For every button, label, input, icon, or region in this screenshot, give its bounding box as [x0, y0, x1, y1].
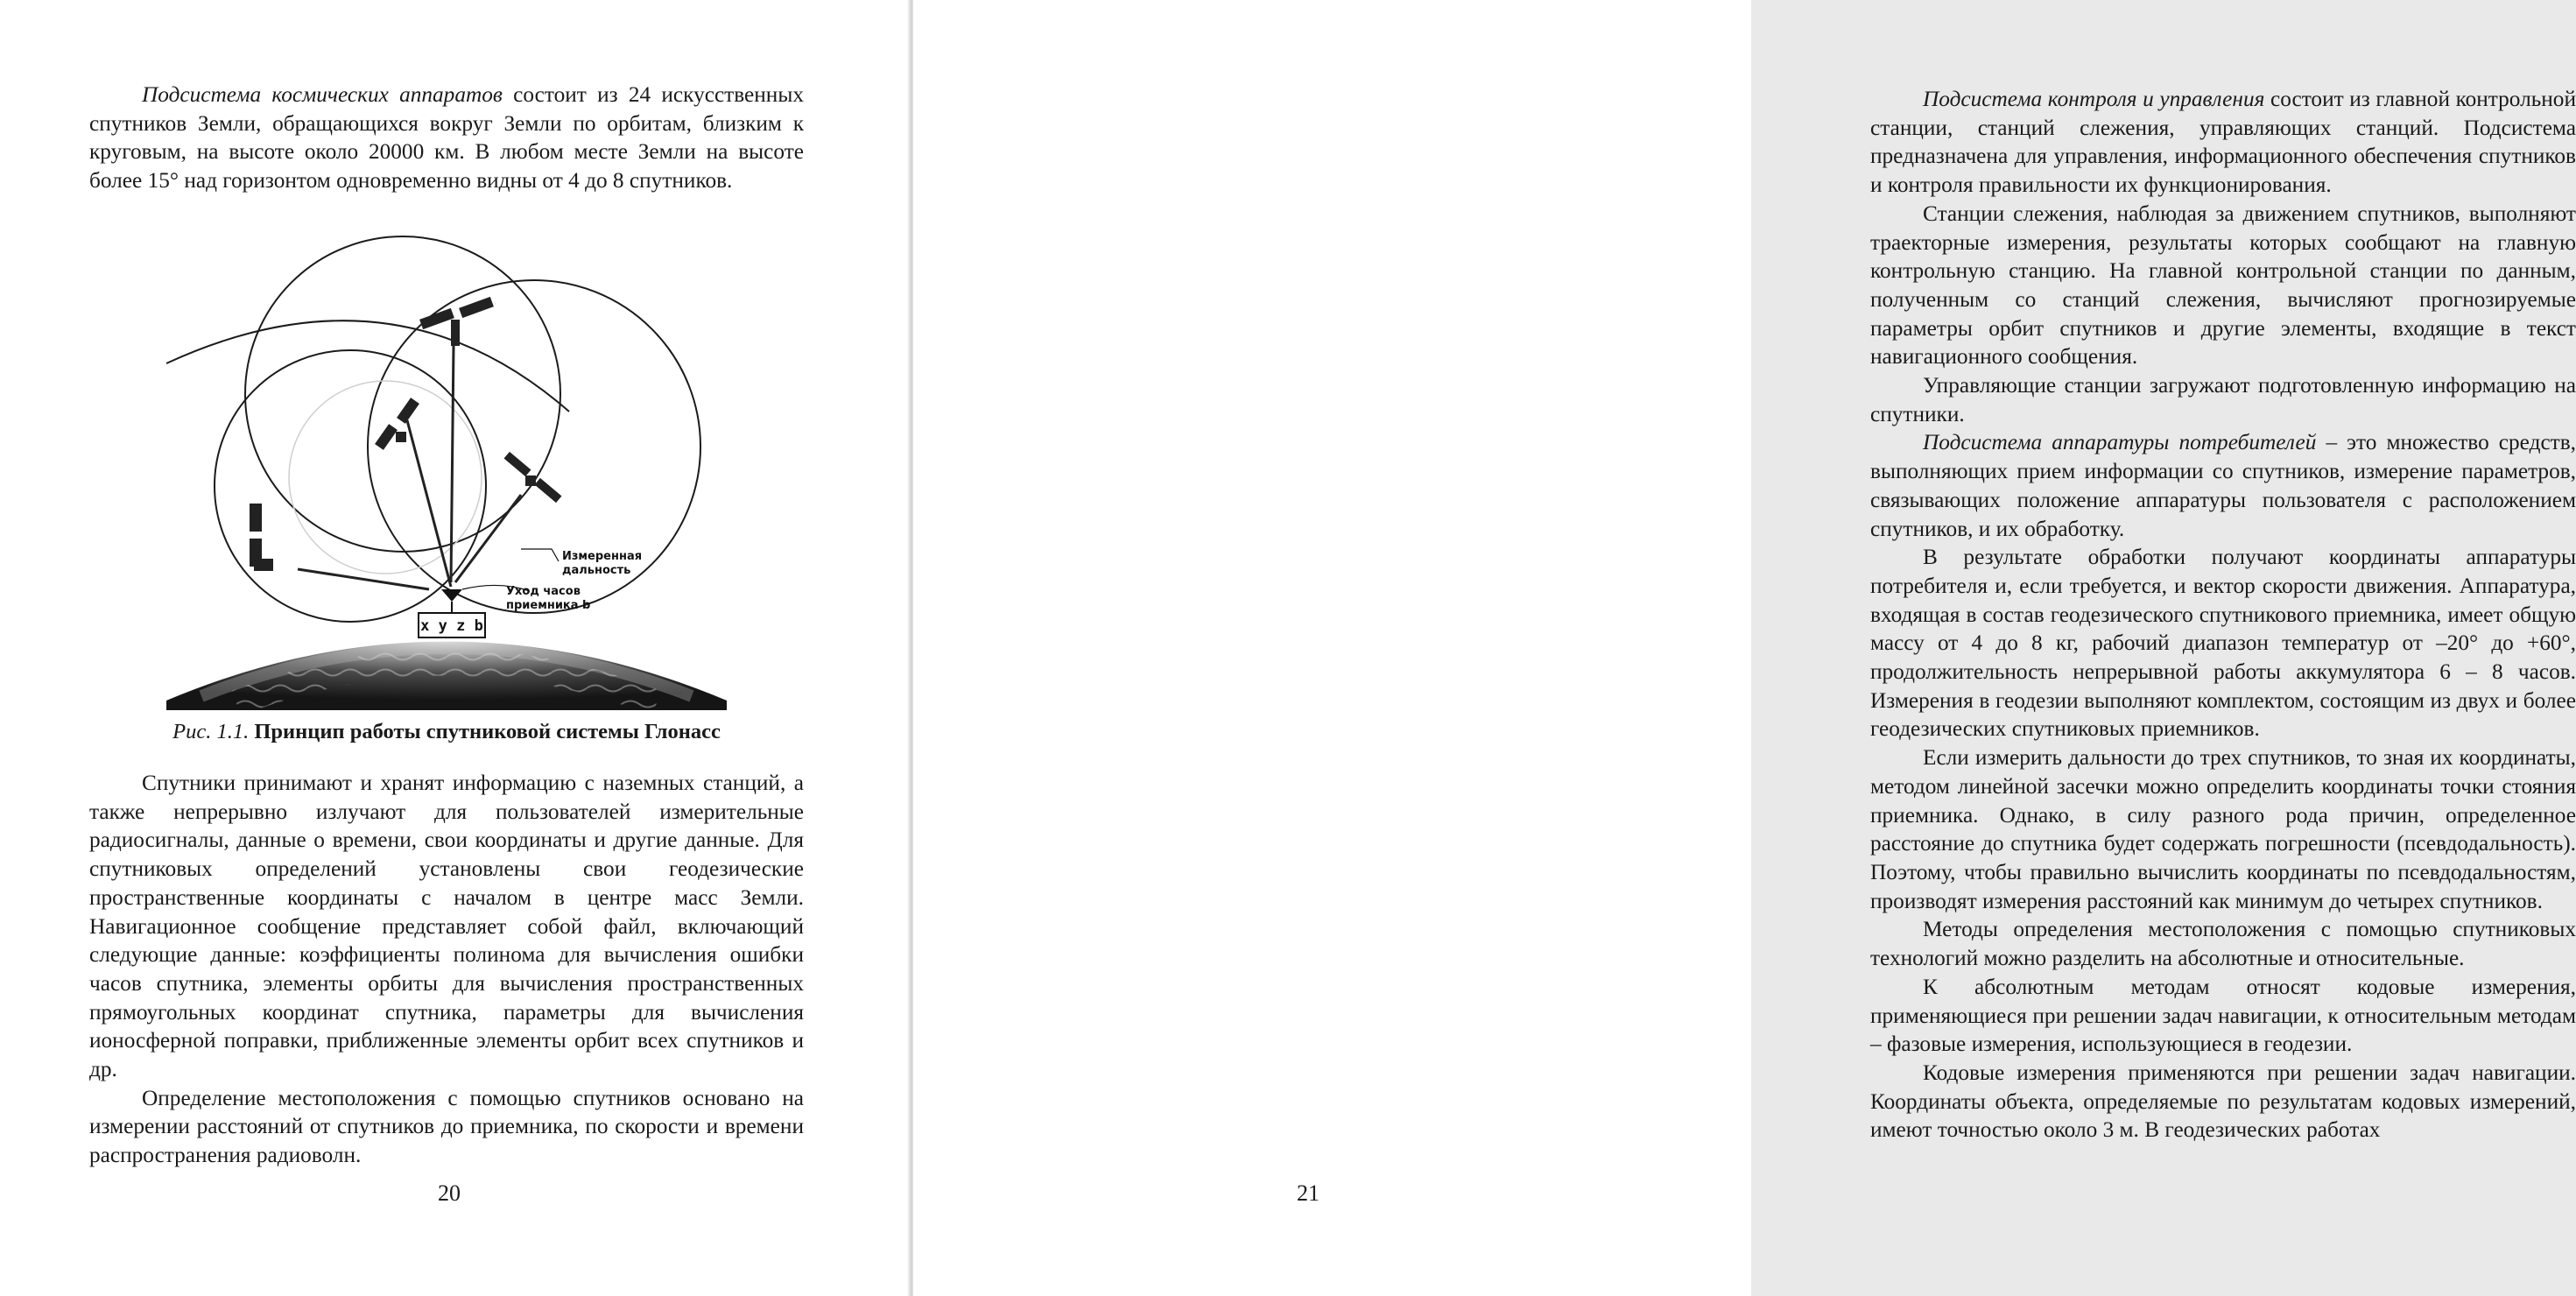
- clock-drift-label-line1: Уход часов: [506, 585, 581, 598]
- paragraph-absolute-methods: К абсолютным методам относят кодовые измерения, применяющиеся при решении задач навигации, к относительным методам – фазовые измерения, использующиеся в геодезии.: [1870, 974, 2576, 1057]
- left-page-body: [89, 769, 804, 1170]
- paragraph-tracking-stations: Станции слежения, наблюдая за движением спутников, выполняют траекторные измерения, результаты которых сообщают на главную контрольную станцию. На главной контрольной станции по данным, полученным со станций слежения, вычисляют прогнозируемые параметры орбит спутников и другие элементы, входящие в текст навигационного сообщения.: [1870, 201, 2576, 370]
- paragraph-user-subsystem: [1870, 428, 2576, 543]
- paragraph-text: – это множество средств, выполняющих прием информации со спутников, измерение параметров, связывающих положение аппаратуры пользователя с расположением спутников, и их обработку.: [1870, 430, 2576, 541]
- receiver-antenna: [441, 589, 462, 613]
- glonass-diagram-svg: [166, 223, 727, 710]
- italic-term: Подсистема контроля и управления: [1923, 87, 2265, 111]
- paragraph-space-subsystem: [89, 81, 804, 195]
- paragraph-methods: Методы определения местоположения с помощью спутниковых технологий можно разделить на абсолютные и относительные.: [1870, 917, 2576, 971]
- paragraph-text: состоит из главной контрольной станции, станций слежения, управляющих станций. Подсистема предназначена для управления, информационного обеспечения спутников и контроля правильности их функционирования.: [1870, 87, 2576, 198]
- range-lines: [298, 346, 521, 589]
- italic-term: Подсистема аппаратуры потребителей: [1923, 430, 2317, 455]
- figure-caption-number: Рис. 1.1.: [172, 720, 250, 743]
- paragraph-three-satellites: Если измерить дальности до трех спутников, то зная их координаты, методом линейной засечки можно определить координаты точки стояния приемника. Однако, в силу разного рода причин, определенное расстояние до спутника будет содержать погрешности (псевдодальность). Поэтому, чтобы правильно вычислить координаты по псевдодальностям, производят измерения расстояний как минимум до четырех спутников.: [1870, 745, 2576, 913]
- italic-term: Подсистема космических аппаратов: [142, 82, 503, 107]
- satellite-icon: [504, 452, 562, 503]
- receiver-box-label: x y z b: [420, 617, 483, 635]
- clock-drift-label-line2: приемника b: [506, 599, 591, 612]
- measured-range-label-line2: дальность: [562, 564, 631, 577]
- earth-image: [166, 642, 727, 711]
- satellite-icon: [419, 297, 494, 346]
- page-number-left: 20: [438, 1180, 461, 1206]
- receiver-box: [419, 613, 485, 637]
- figure-caption-title: Принцип работы спутниковой системы Глонасс: [254, 720, 721, 743]
- measured-range-label-line1: Измеренная: [562, 550, 643, 563]
- left-page: [0, 0, 909, 1296]
- page-number-right: 21: [1297, 1180, 1320, 1206]
- paragraph-positioning: Определение местоположения с помощью спутников основано на измерении расстояний от спутников до приемника, по скорости и времени распространения радиоволн.: [89, 1085, 804, 1168]
- left-page-intro: [89, 81, 804, 195]
- figure-glonass-diagram: [166, 223, 727, 710]
- satellite-icon: [250, 504, 273, 571]
- paragraph-code-measurements: Кодовые измерения применяются при решении задач навигации. Координаты объекта, определяемые по результатам кодовых измерений, имеют точностью около 3 м. В геодезических работах: [1870, 1060, 2576, 1143]
- paragraph-processing-results: В результате обработки получают координаты аппаратуры потребителя и, если требуется, и вектор скорости движения. Аппаратура, входящая в состав геодезического спутникового приемника, имеет общую массу от 4 до 8 кг, рабочий диапазон температур от –20° до +60°, продолжительность непрерывной работы аккумулятора 6 – 8 часов. Измерения в геодезии выполняют комплектом, состоящим из двух и более геодезических спутниковых приемников.: [1870, 545, 2576, 742]
- figure-caption: [89, 718, 804, 746]
- paragraph-control-stations: Управляющие станции загружают подготовленную информацию на спутники.: [1870, 373, 2576, 426]
- paragraph-satellites-info: Спутники принимают и хранят информацию с наземных станций, а также непрерывно излучают для пользователей измерительные радиосигналы, данные о времени, свои координаты и другие данные. Для спутниковых определений установлены свои геодезические пространственные координаты с началом в центре масс Земли. Навигационное сообщение представляет собой файл, включающий следующие данные: коэффициенты полинома для вычисления ошибки часов спутника, элементы орбиты для вычисления пространственных прямоугольных координат спутника, параметры для вычисления ионосферной поправки, приближенные элементы орбит всех спутников и др.: [89, 771, 804, 1082]
- paragraph-control-subsystem: [1870, 85, 2576, 200]
- paragraph-text: состоит из 24 искусственных спутников Земли, обращающихся вокруг Земли по орбитам, близким к круговым, на высоте около 20000 км. В любом месте Земли на высоте более 15° над горизонтом одновременно видны от 4 до 8 спутников.: [89, 82, 804, 194]
- right-page: [913, 0, 2576, 1296]
- right-page-body: [1870, 85, 2576, 1145]
